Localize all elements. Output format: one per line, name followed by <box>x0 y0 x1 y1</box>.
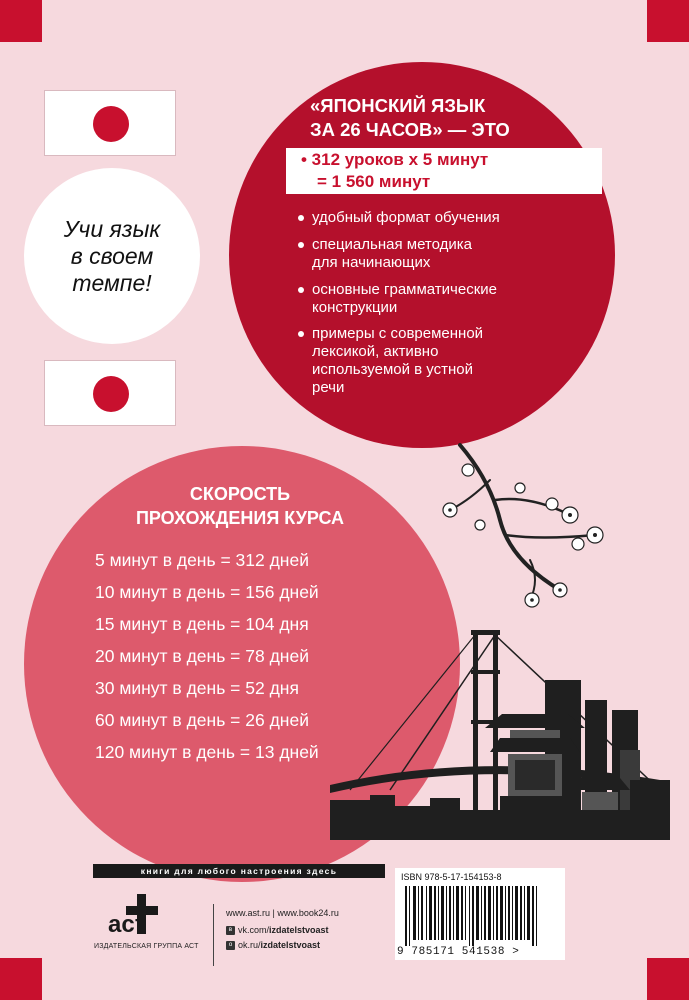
ok-handle: izdatelstvoast <box>260 940 321 950</box>
vk-prefix: vk.com/ <box>238 925 270 935</box>
motto-line: темпе! <box>72 270 152 296</box>
feature-item-line: конструкции <box>312 299 398 316</box>
feature-item-line: удобный формат обучения <box>312 209 500 226</box>
speed-row: 20 минут в день = 78 дней <box>95 646 309 666</box>
ok-link[interactable] <box>226 940 320 950</box>
feature-item-line: используемой в устной <box>312 361 474 378</box>
vk-handle: izdatelstvoast <box>269 925 329 935</box>
lessons-highlight-line: = 1 560 минут <box>317 172 431 191</box>
corner-decoration-bottom-right <box>647 958 689 1000</box>
barcode-digits: 9 785171 541538 > <box>397 946 520 958</box>
corner-decoration-top-right <box>647 0 689 42</box>
publisher-name: ИЗДАТЕЛЬСКАЯ ГРУППА АСТ <box>94 943 199 950</box>
speed-row: 5 минут в день = 312 дней <box>95 550 309 570</box>
features-title <box>310 94 510 142</box>
lessons-highlight-line: • 312 уроков х 5 минут <box>301 150 489 169</box>
speed-row: 60 минут в день = 26 дней <box>95 710 309 730</box>
motto-line: Учи язык <box>63 216 161 242</box>
motto-line: в своем <box>70 243 154 269</box>
publisher-logo <box>104 892 170 940</box>
ok-prefix: ok.ru/ <box>238 940 261 950</box>
motto-bubble <box>24 168 200 344</box>
websites-link[interactable]: www.ast.ru | www.book24.ru <box>226 908 339 918</box>
features-title-line: ЗА 26 ЧАСОВ» — ЭТО <box>310 119 510 140</box>
barcode-block <box>395 868 565 960</box>
feature-item-line: для начинающих <box>312 254 431 271</box>
divider <box>213 904 214 966</box>
corner-decoration-top-left <box>0 0 42 42</box>
speed-row: 15 минут в день = 104 дня <box>95 614 309 634</box>
japan-flag-icon <box>44 90 176 156</box>
speed-row: 120 минут в день = 13 дней <box>95 742 319 762</box>
feature-item-line: основные грамматические <box>312 281 497 298</box>
japan-flag-icon <box>44 360 176 426</box>
feature-item <box>312 281 602 317</box>
feature-item <box>312 325 602 397</box>
speed-row: 10 минут в день = 156 дней <box>95 582 319 602</box>
feature-item-line: речи <box>312 379 345 396</box>
feature-item <box>312 236 602 272</box>
features-title-line: «ЯПОНСКИЙ ЯЗЫК <box>310 95 486 116</box>
feature-item-line: специальная методика <box>312 236 472 253</box>
speed-title-line: ПРОХОЖДЕНИЯ КУРСА <box>135 508 345 528</box>
logo-text: аст <box>108 911 147 938</box>
sakura-branch-icon <box>420 440 620 610</box>
vk-icon: в <box>226 926 235 935</box>
speed-row: 30 минут в день = 52 дня <box>95 678 299 698</box>
ok-icon: о <box>226 941 235 950</box>
vk-link[interactable] <box>226 925 329 935</box>
corner-decoration-bottom-left <box>0 958 42 1000</box>
barcode-icon <box>405 886 555 946</box>
speed-title-line: СКОРОСТЬ <box>189 484 291 504</box>
feature-item <box>312 209 602 227</box>
feature-item-line: примеры с современной <box>312 325 484 342</box>
feature-item-line: лексикой, активно <box>312 343 439 360</box>
isbn-text: ISBN 978-5-17-154153-8 <box>401 872 502 882</box>
tagline-bar: книги для любого настроения здесь <box>93 864 385 878</box>
